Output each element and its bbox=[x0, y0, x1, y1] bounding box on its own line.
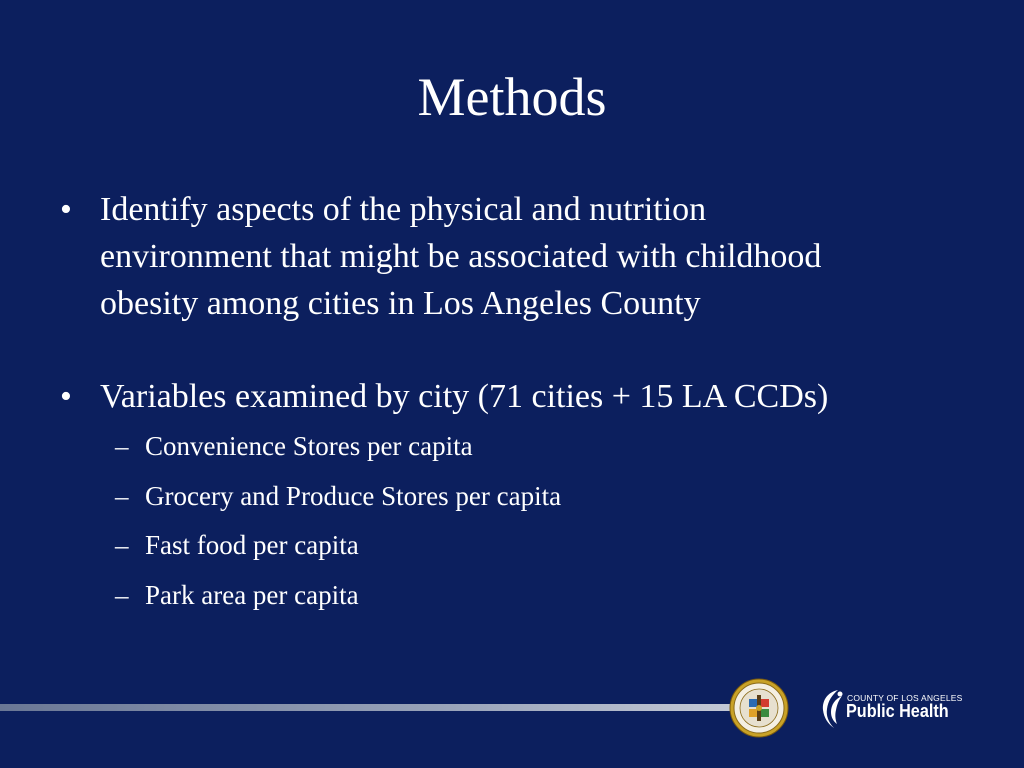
footer-divider bbox=[0, 704, 752, 711]
sub-bullet-text: Fast food per capita bbox=[145, 530, 359, 560]
bullet-marker: • bbox=[60, 191, 72, 228]
bullet-line: obesity among cities in Los Angeles County bbox=[100, 285, 701, 322]
bullet-item-2 bbox=[60, 373, 980, 420]
public-health-logo bbox=[816, 686, 966, 732]
bullet-list bbox=[60, 186, 980, 620]
sub-bullet-list bbox=[60, 422, 980, 620]
bullet-marker: • bbox=[60, 378, 72, 415]
bullet-line: Identify aspects of the physical and nutrition bbox=[100, 191, 707, 228]
dash-marker: – bbox=[115, 530, 129, 560]
slide-title: Methods bbox=[417, 67, 607, 127]
sub-bullet-item bbox=[60, 521, 980, 571]
sub-bullet-text: Convenience Stores per capita bbox=[145, 431, 473, 461]
bullet-text: Variables examined by city (71 cities + 15 LA CCDs) bbox=[100, 378, 829, 415]
bullet-line: environment that might be associated with childhood bbox=[100, 238, 822, 275]
logo-county-text: COUNTY OF LOS ANGELES bbox=[847, 693, 963, 703]
bullet-item-1 bbox=[60, 186, 980, 327]
dash-marker: – bbox=[115, 579, 129, 610]
dash-marker: – bbox=[115, 480, 129, 511]
sub-bullet-text: Park area per capita bbox=[145, 579, 359, 610]
county-seal-icon bbox=[729, 678, 789, 738]
sub-bullet-text: Grocery and Produce Stores per capita bbox=[145, 480, 562, 511]
logo-name-text: Public Health bbox=[846, 701, 949, 721]
public-health-logo-icon bbox=[816, 686, 846, 732]
dash-marker: – bbox=[115, 431, 129, 461]
sub-bullet-item bbox=[60, 571, 980, 621]
sub-bullet-item bbox=[60, 422, 980, 472]
sub-bullet-item bbox=[60, 472, 980, 522]
